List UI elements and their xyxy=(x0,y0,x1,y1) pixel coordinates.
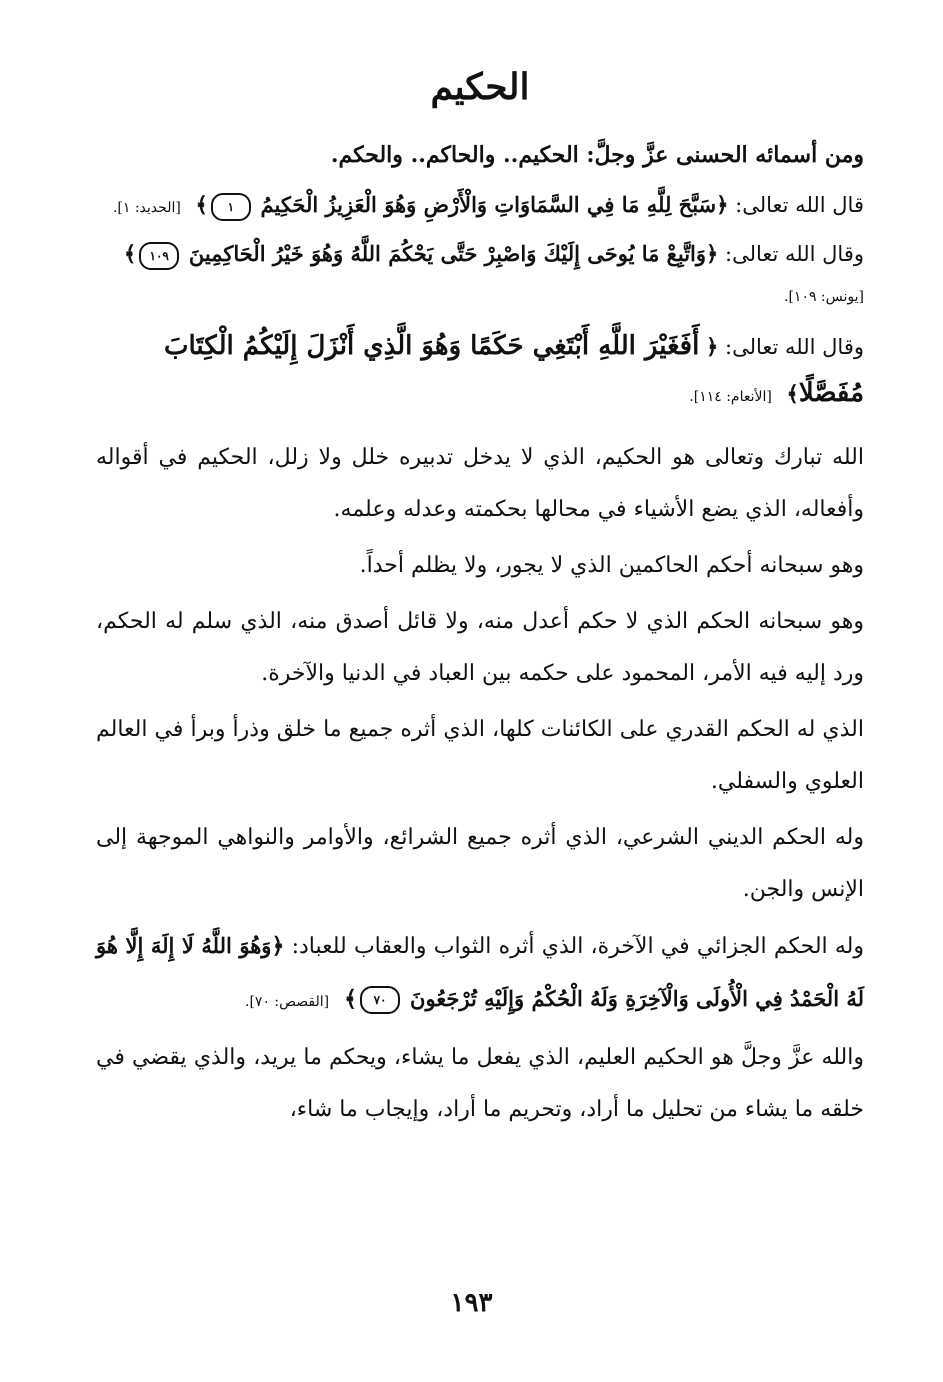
verse-3-reference: [الأنعام: ١١٤]. xyxy=(689,389,772,405)
verse-3-block xyxy=(96,323,864,420)
paragraph-3: وهو سبحانه الحكم الذي لا حكم أعدل منه، ولا قائل أصدق منه، الذي سلم له الحكم، ورد إليه فيه الأمر، المحمود على حكمه بين العباد في الدنيا والآخرة. xyxy=(96,609,864,686)
ornament-close-icon: ﴾ xyxy=(195,192,208,217)
paragraph-1: الله تبارك وتعالى هو الحكيم، الذي لا يدخل تدبيره خلل ولا زلل، الحكيم في أقواله وأفعاله، الذي يضع الأشياء في محالها بحكمته وعدله وعلمه. xyxy=(96,445,864,522)
verse-3-text-line-1: أَفَغَيْرَ اللَّهِ أَبْتَغِي حَكَمًا وَهُوَ الَّذِي أَنْزَلَ إِلَيْكُمُ الْكِتَابَ xyxy=(163,331,700,361)
verse-3-text-line-2: مُفَصَّلًا xyxy=(798,378,864,408)
verse-4-number-badge: ٧٠ xyxy=(360,986,400,1014)
page-number: ١٩٣ xyxy=(450,1288,493,1318)
names-lead-line: ومن أسمائه الحسنى عزَّ وجلَّ: الحكيم.. والحاكم.. والحكم. xyxy=(330,142,864,168)
verse-1-intro: قال الله تعالى: xyxy=(735,193,864,217)
verse-1-reference: [الحديد: ١]. xyxy=(112,200,181,216)
verse-3-intro: وقال الله تعالى: xyxy=(725,335,864,359)
ornament-close-icon: ﴾ xyxy=(123,241,137,266)
document-page xyxy=(96,60,864,1140)
page-title: الحكيم xyxy=(430,66,530,108)
verse-2-text: وَاتَّبِعْ مَا يُوحَى إِلَيْكَ وَاصْبِرْ حَتَّى يَحْكُمَ اللَّهُ وَهُوَ خَيْرُ الْحَاكِمِينَ xyxy=(188,241,707,266)
verse-1-line xyxy=(96,182,864,231)
paragraph-6-reference: [القصص: ٧٠]. xyxy=(245,994,330,1010)
ornament-open-icon: ﴿ xyxy=(706,241,719,266)
paragraph-5: وله الحكم الديني الشرعي، الذي أثره جميع الشرائع، والأوامر والنواهي الموجهة إلى الإنس والجن. xyxy=(96,825,864,902)
verse-2-line xyxy=(96,231,864,277)
verse-2-intro: وقال الله تعالى: xyxy=(725,242,864,266)
ornament-open-icon: ﴿ xyxy=(716,192,729,217)
ornament-close-icon: ﴾ xyxy=(786,381,799,406)
ornament-open-icon: ﴿ xyxy=(706,334,719,359)
ornament-open-icon: ﴿ xyxy=(271,933,285,959)
verse-1-number-badge: ١ xyxy=(211,193,251,221)
ornament-close-icon: ﴾ xyxy=(344,986,358,1012)
paragraph-7: والله عزَّ وجلَّ هو الحكيم العليم، الذي يفعل ما يشاء، ويحكم ما يريد، والذي يقضي في خلقه ما يشاء من تحليل ما أراد، وتحريم ما أراد، وإيجاب ما شاء، xyxy=(96,1045,864,1122)
paragraph-2: وهو سبحانه أحكم الحاكمين الذي لا يجور، ولا يظلم أحداً. xyxy=(359,553,864,578)
paragraph-4: الذي له الحكم القدري على الكائنات كلها، الذي أثره جميع ما خلق وذرأ وبرأ في العالم العلوي والسفلي. xyxy=(96,717,864,794)
paragraph-6 xyxy=(96,920,864,1028)
paragraph-6-verse: وَهُوَ اللَّهُ لَا إِلَهَ إِلَّا هُوَ لَهُ الْحَمْدُ فِي الْأُولَى وَالْآخِرَةِ وَلَهُ الْحُكْمُ وَإِلَيْهِ تُرْجَعُونَ xyxy=(96,933,864,1011)
verse-2-reference: [يونس: ١٠٩]. xyxy=(784,289,864,305)
verse-2-number-badge: ١٠٩ xyxy=(139,242,179,270)
paragraph-6-intro: وله الحكم الجزائي في الآخرة، الذي أثره الثواب والعقاب للعباد: xyxy=(291,934,864,959)
verse-1-text: سَبَّحَ لِلَّهِ مَا فِي السَّمَاوَاتِ وَالْأَرْضِ وَهُوَ الْعَزِيزُ الْحَكِيمُ xyxy=(260,192,717,217)
